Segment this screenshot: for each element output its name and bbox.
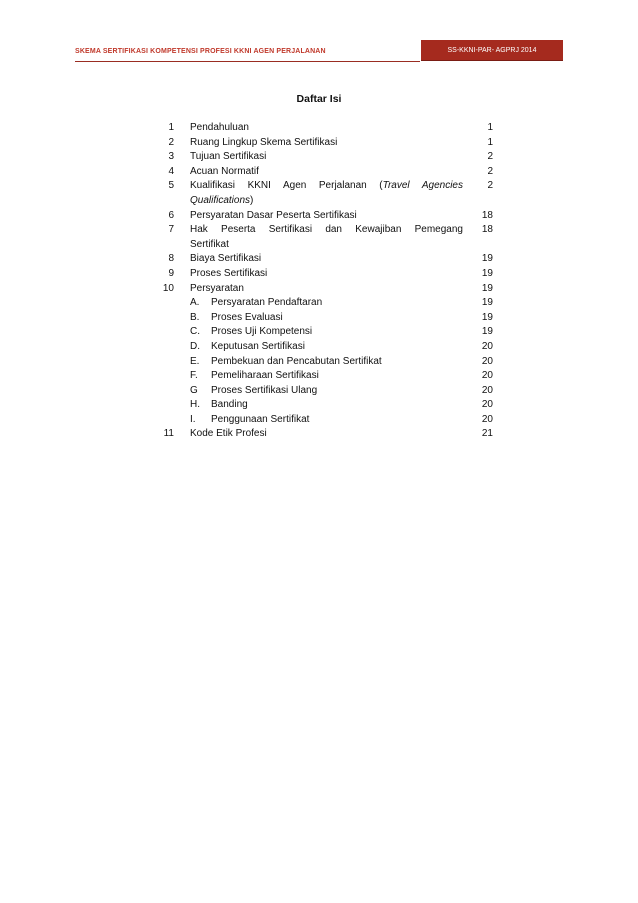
toc-subitem-page: 19	[481, 297, 493, 309]
toc-item-text-italic: Qualifications	[190, 194, 251, 206]
toc-item	[150, 136, 493, 151]
toc-item-text: Ruang Lingkup Skema Sertifikasi	[190, 136, 338, 148]
toc-item	[150, 209, 493, 224]
toc-item-number: 8	[168, 253, 174, 265]
toc-item-page: 2	[487, 180, 493, 192]
toc-subitem-letter: H.	[190, 399, 200, 411]
toc-item	[150, 252, 493, 267]
toc-subitem-letter: C.	[190, 326, 200, 338]
toc-subitem-letter: I.	[190, 413, 196, 425]
toc-subitem	[150, 355, 493, 370]
toc-subitem	[150, 369, 493, 384]
toc-subitem-text: Proses Uji Kompetensi	[211, 326, 313, 338]
toc-subitem-letter: D.	[190, 340, 200, 352]
toc-item	[150, 165, 493, 180]
toc-item-number: 5	[168, 180, 174, 192]
page-header	[0, 0, 638, 62]
toc-subitem	[150, 384, 493, 399]
toc-item-page: 18	[481, 209, 493, 221]
toc-item	[150, 121, 493, 136]
toc-item-text: Kode Etik Profesi	[190, 428, 267, 440]
toc-subitem-text: Banding	[211, 399, 248, 411]
toc-item	[150, 223, 493, 252]
toc-subitem	[150, 398, 493, 413]
toc-item-text: Acuan Normatif	[190, 165, 259, 177]
toc-subitem	[150, 413, 493, 428]
toc-item-page: 19	[481, 282, 493, 294]
toc-subitem-text: Proses Sertifikasi Ulang	[211, 384, 318, 396]
toc-subitem	[150, 296, 493, 311]
toc-item-text: Pendahuluan	[190, 122, 249, 133]
toc-subitem-page: 20	[481, 413, 493, 425]
toc-item-number: 2	[168, 136, 174, 148]
toc-subitem	[150, 311, 493, 326]
toc-item-page: 18	[481, 224, 493, 236]
table-of-contents	[150, 121, 493, 442]
toc-subitem-page: 20	[481, 370, 493, 382]
toc-item-text-line: Hak Peserta Sertifikasi dan Kewajiban Pemegang	[190, 224, 463, 236]
toc-item-text-line: Sertifikat	[190, 238, 229, 250]
toc-subitem-text: Pemeliharaan Sertifikasi	[211, 370, 319, 382]
toc-subitem-letter: F.	[190, 370, 198, 382]
toc-item-page: 21	[481, 428, 493, 440]
toc-item-text: Tujuan Sertifikasi	[190, 151, 267, 163]
toc-subitem-page: 20	[481, 399, 493, 411]
toc-item-page: 19	[481, 253, 493, 265]
toc-subitem-page: 19	[481, 311, 493, 323]
toc-subitem-text: Persyaratan Pendaftaran	[211, 297, 323, 309]
toc-item-page: 2	[487, 165, 493, 177]
toc-subitem	[150, 340, 493, 355]
toc-subitem-page: 20	[481, 384, 493, 396]
toc-item-text-italic: Travel Agencies	[382, 180, 463, 192]
toc-subitem	[150, 325, 493, 340]
toc-item-number: 6	[168, 209, 174, 221]
toc-item-page: 19	[481, 267, 493, 279]
toc-item-text-part: Kualifikasi KKNI Agen Perjalanan (	[190, 180, 383, 192]
toc-subitem-page: 19	[481, 326, 493, 338]
header-document-code	[421, 40, 563, 61]
toc-item-text: Persyaratan Dasar Peserta Sertifikasi	[190, 209, 357, 221]
toc-subitem-text: Pembekuan dan Pencabutan Sertifikat	[211, 355, 382, 367]
toc-item-text	[190, 179, 463, 208]
toc-item	[150, 267, 493, 282]
toc-item-number: 4	[168, 165, 174, 177]
toc-subitem-text: Proses Evaluasi	[211, 311, 283, 323]
toc-item-text: Persyaratan	[190, 282, 244, 294]
toc-item-text	[190, 223, 463, 252]
toc-item-page: 1	[487, 136, 493, 148]
toc-subitem-letter: B.	[190, 311, 200, 323]
toc-item	[150, 150, 493, 165]
toc-item-text: Proses Sertifikasi	[190, 267, 268, 279]
toc-item-page: 2	[487, 151, 493, 163]
toc-item-number: 9	[168, 267, 174, 279]
toc-subitem-letter: G	[190, 384, 198, 396]
toc-title: Daftar Isi	[296, 93, 342, 105]
toc-item-number: 7	[168, 224, 174, 236]
toc-item	[150, 179, 493, 208]
toc-subitem-page: 20	[481, 340, 493, 352]
header-title-text: SKEMA SERTIFIKASI KOMPETENSI PROFESI KKNI AGEN PERJALANAN	[75, 47, 326, 55]
header-code-text: SS-KKNI-PAR- AGPRJ 2014	[447, 46, 537, 54]
toc-subitem-text: Keputusan Sertifikasi	[211, 340, 305, 352]
toc-subitem-text: Penggunaan Sertifikat	[211, 413, 310, 425]
toc-item-number: 1	[168, 122, 174, 133]
toc-item-number: 11	[163, 428, 174, 440]
toc-subitem-letter: A.	[190, 297, 200, 309]
toc-item-number: 3	[168, 151, 174, 163]
toc-subitem-page: 20	[481, 355, 493, 367]
toc-item-text: Biaya Sertifikasi	[190, 253, 262, 265]
toc-item-text-part: )	[250, 194, 254, 206]
toc-item	[150, 427, 493, 442]
toc-item-page: 1	[487, 122, 493, 133]
toc-item	[150, 282, 493, 297]
toc-subitem-letter: E.	[190, 355, 200, 367]
toc-item-number: 10	[162, 282, 174, 294]
header-document-title	[75, 41, 420, 62]
